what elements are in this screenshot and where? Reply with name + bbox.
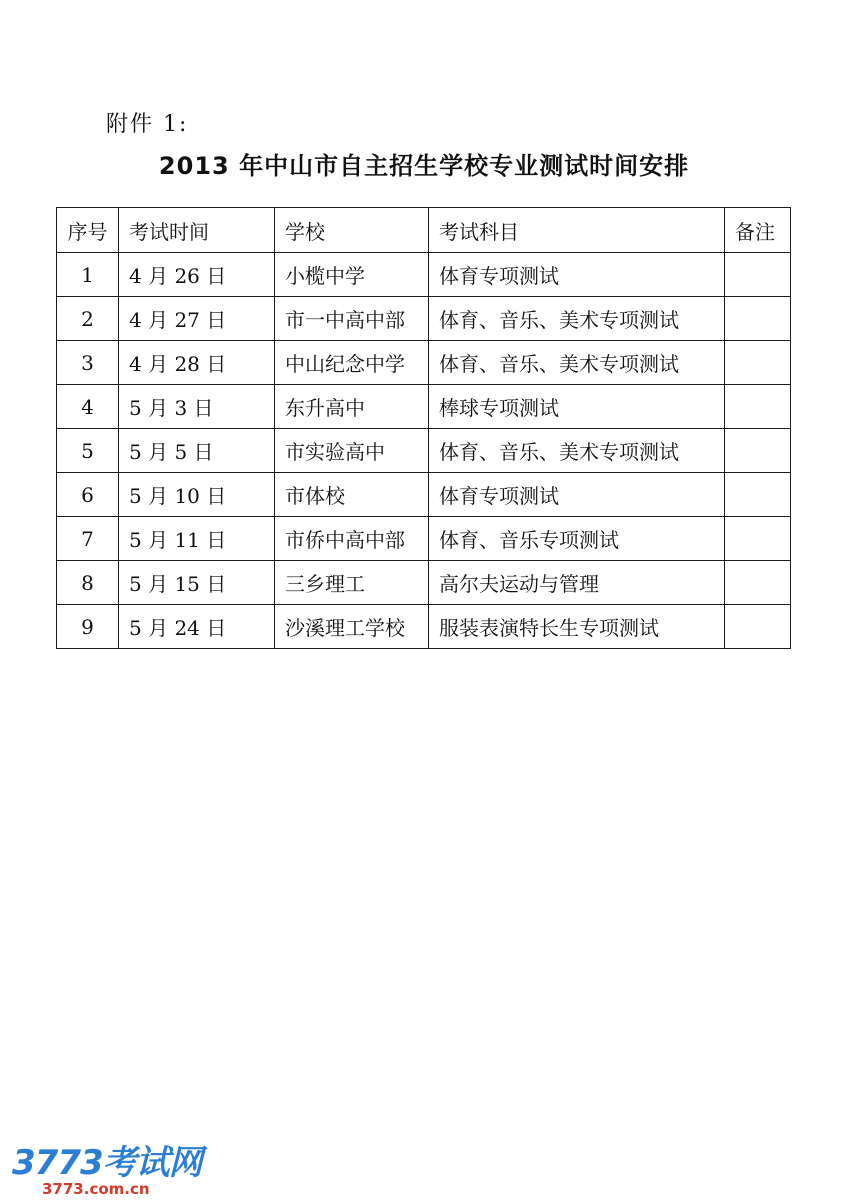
cell-index: 8 <box>57 561 119 605</box>
cell-remarks <box>725 517 791 561</box>
cell-subject: 服装表演特长生专项测试 <box>429 605 725 649</box>
header-school: 学校 <box>275 208 429 253</box>
table-row <box>57 385 791 429</box>
cell-remarks <box>725 605 791 649</box>
cell-remarks <box>725 385 791 429</box>
cell-subject: 高尔夫运动与管理 <box>429 561 725 605</box>
cell-index: 6 <box>57 473 119 517</box>
cell-remarks <box>725 341 791 385</box>
attachment-label: 附件 1: <box>106 112 189 137</box>
cell-exam-date: 4 月 27 日 <box>119 297 275 341</box>
cell-index: 1 <box>57 253 119 297</box>
cell-subject: 体育、音乐、美术专项测试 <box>429 429 725 473</box>
cell-index: 5 <box>57 429 119 473</box>
cell-index: 4 <box>57 385 119 429</box>
site-watermark <box>12 1135 202 1198</box>
cell-exam-date: 4 月 26 日 <box>119 253 275 297</box>
cell-remarks <box>725 561 791 605</box>
header-exam-date: 考试时间 <box>119 208 275 253</box>
cell-subject: 体育、音乐、美术专项测试 <box>429 297 725 341</box>
cell-index: 2 <box>57 297 119 341</box>
cell-school: 沙溪理工学校 <box>275 605 429 649</box>
cell-subject: 体育专项测试 <box>429 473 725 517</box>
cell-school: 市体校 <box>275 473 429 517</box>
table-row <box>57 473 791 517</box>
cell-exam-date: 5 月 3 日 <box>119 385 275 429</box>
cell-school: 市侨中高中部 <box>275 517 429 561</box>
document-title: 2013 年中山市自主招生学校专业测试时间安排 <box>158 152 690 180</box>
table-row <box>57 297 791 341</box>
cell-school: 市实验高中 <box>275 429 429 473</box>
cell-school: 小榄中学 <box>275 253 429 297</box>
cell-school: 东升高中 <box>275 385 429 429</box>
table-row <box>57 341 791 385</box>
cell-exam-date: 5 月 11 日 <box>119 517 275 561</box>
header-index: 序号 <box>57 208 119 253</box>
header-remarks: 备注 <box>725 208 791 253</box>
table-row <box>57 429 791 473</box>
cell-remarks <box>725 473 791 517</box>
table-header-row <box>57 208 791 253</box>
cell-subject: 体育、音乐、美术专项测试 <box>429 341 725 385</box>
cell-subject: 棒球专项测试 <box>429 385 725 429</box>
cell-remarks <box>725 429 791 473</box>
cell-subject: 体育专项测试 <box>429 253 725 297</box>
cell-school: 三乡理工 <box>275 561 429 605</box>
cell-school: 市一中高中部 <box>275 297 429 341</box>
cell-exam-date: 4 月 28 日 <box>119 341 275 385</box>
cell-index: 9 <box>57 605 119 649</box>
table-row <box>57 561 791 605</box>
watermark-logo-text: 3773考试网 <box>12 1143 202 1183</box>
cell-exam-date: 5 月 15 日 <box>119 561 275 605</box>
cell-school: 中山纪念中学 <box>275 341 429 385</box>
cell-remarks <box>725 253 791 297</box>
table-row <box>57 517 791 561</box>
cell-exam-date: 5 月 5 日 <box>119 429 275 473</box>
cell-index: 7 <box>57 517 119 561</box>
cell-exam-date: 5 月 24 日 <box>119 605 275 649</box>
cell-index: 3 <box>57 341 119 385</box>
watermark-url-text: 3773.com.cn <box>42 1180 150 1198</box>
cell-exam-date: 5 月 10 日 <box>119 473 275 517</box>
table-row <box>57 253 791 297</box>
header-subject: 考试科目 <box>429 208 725 253</box>
table-row <box>57 605 791 649</box>
cell-remarks <box>725 297 791 341</box>
schedule-table <box>56 207 791 649</box>
cell-subject: 体育、音乐专项测试 <box>429 517 725 561</box>
